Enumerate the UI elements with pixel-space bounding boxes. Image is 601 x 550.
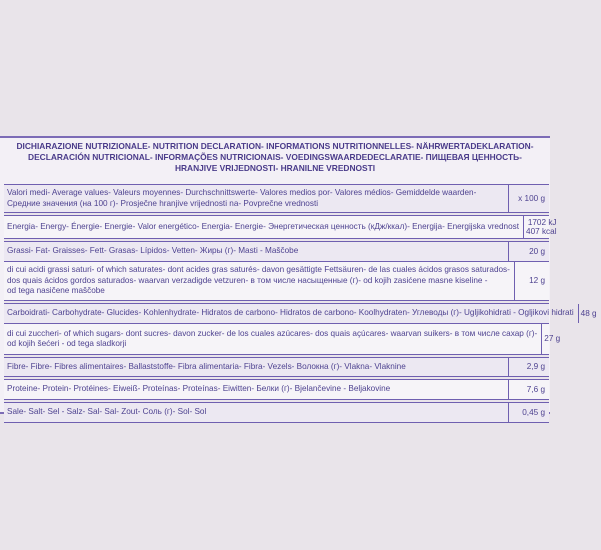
table-row-energy [4,216,557,239]
row-value: 2,9 g [526,362,545,372]
row-value: x 100 g [518,193,545,203]
table-row-values-header [4,185,549,213]
row-label: Proteine- Protein- Protéines- Eiweiß- Proteínas- Proteínas- Eiwitten- Белки (г)- Bjelančevine - Beljakovine [4,380,509,399]
row-label: Fibre- Fibre- Fibres alimentaires- Ballaststoffe- Fibra alimentaria- Fibra- Vezels- Волокна (г)- Vlakna- Vlaknine [4,358,509,376]
row-label: di cui zuccheri- of which sugars- dont sucres- davon zucker- de los cuales azúcares- dos quais açúcares- waarvan suikers- в том числе сахар (г)- od kojih šećeri - od tega sladkorji [4,324,542,354]
title-line-2: DECLARACIÓN NUTRICIONAL- INFORMAÇÕES NUTRICIONAIS- VOEDINGSWAARDEDECLARATIE- ПИЩЕВАЯ ЦЕННОСТЬ- [28,152,522,162]
table-row-protein [4,380,549,400]
row-label: Grassi- Fat- Graisses- Fett- Grasas- Lípidos- Vetten- Жиры (г)- Masti - Maščobe [4,242,509,261]
table-row-saturates [4,262,549,301]
row-label: di cui acidi grassi saturi- of which saturates- dont acides gras saturés- davon gesättigte Fettsäuren- de las cuales ácidos grasos saturados- dos quais ácidos gordos saturados- waarvan verzadigde vetzuren- в том числе насыщенные (г)- od kojih zasićene masne kiseline - od tega nasičene maščobe [4,262,515,300]
nutrition-table [4,184,597,423]
row-label: Energia- Energy- Énergie- Energie- Valor energético- Energia- Energie- Энергетическая ценность (кДж/ккал)- Energija- Energijska vrednost [4,216,524,238]
row-value: 27 g [544,334,561,344]
title-line-1: DICHIARAZIONE NUTRIZIONALE- NUTRITION DECLARATION- INFORMATIONS NUTRITIONNELLES- NÄHRWERTADEKLARATION- [16,141,534,151]
row-value: 48 g [580,308,597,318]
table-row-salt [4,403,549,423]
row-value: 12 g [529,276,545,286]
row-label: Carboidrati- Carbohydrate- Glucides- Kohlenhydrate- Hidratos de carbono- Hidratos de carbono- Koolhydraten- Углеводы (г)- Ugljikohidrati - Ogljikovi hidrati [4,304,579,323]
row-value: 1702 kJ 407 kcal [526,217,557,236]
row-value: 20 g [529,246,545,256]
row-label: Sale- Salt- Sel - Salz- Sal- Sal- Zout- Соль (г)- Sol- Sol [4,403,509,422]
table-row-fibre [4,358,549,377]
row-label: Valori medi- Average values- Valeurs moyennes- Durchschnittswerte- Valores medios por- Valores médios- Gemiddelde waarden- Средние значения (на 100 г)- Prosječne hranjive vrijednosti na- Povprečne vrednosti [4,185,509,212]
row-value: 7,6 g [526,384,545,394]
table-row-carbohydrate [4,304,597,324]
title-line-3: HRANJIVE VRIJEDNOSTI- HRANILNE VREDNOSTI [174,163,376,173]
nutrition-declaration-title [8,141,542,174]
row-value: 0,45 g [522,407,545,417]
table-row-sugars [4,324,561,355]
table-row-fat [4,242,549,262]
